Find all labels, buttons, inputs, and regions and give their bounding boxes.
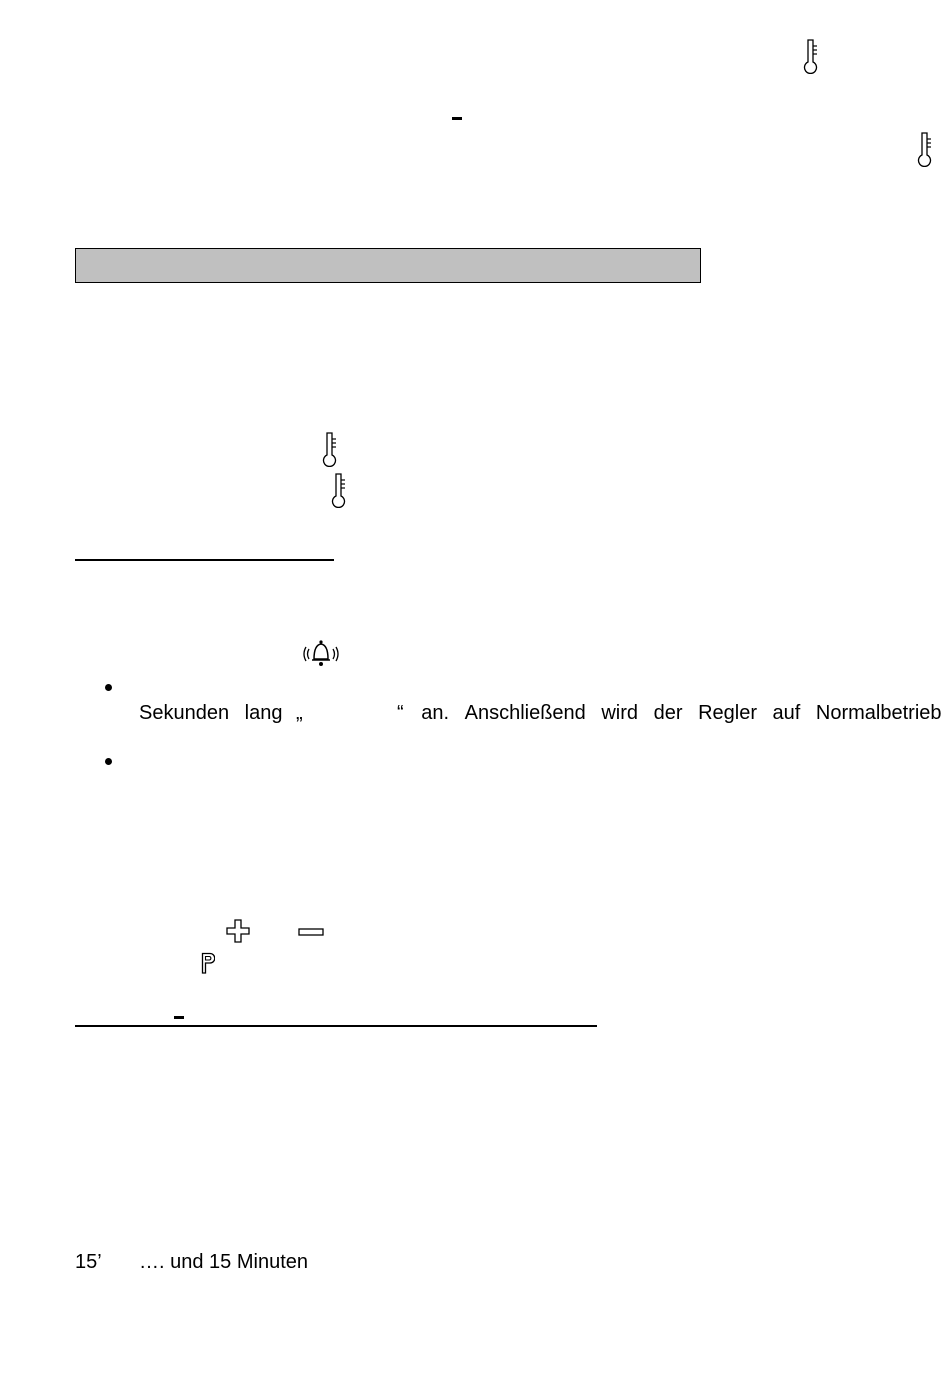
word: lang [244,702,283,724]
word: wird [601,702,639,724]
minus-key-icon [298,928,324,936]
bullet-point [105,758,112,765]
alarm-bell-icon [302,637,340,669]
word: an. [421,702,450,724]
word: auf [772,702,801,724]
word: der [653,702,683,724]
close-quote: “ [397,702,404,724]
word: Sekunden [139,702,230,724]
minus-sign [452,117,462,120]
minus-sign [174,1016,184,1019]
bullet-point [105,684,112,691]
subheading-underline [75,1025,597,1027]
plus-key-icon [226,919,250,943]
subheading-underline [75,559,334,561]
word: Regler [698,702,757,724]
time-description: …. und 15 Minuten [139,1251,308,1273]
word: Normalbetrieb [815,702,942,724]
thermometer-icon [803,38,819,74]
thermometer-icon [331,472,347,508]
thermometer-icon [322,431,338,467]
open-quote: „ [296,702,303,724]
p-key-icon [201,952,215,974]
bullet-1-line-2 [139,701,303,725]
time-code: 15’ [75,1251,102,1273]
thermometer-icon [917,131,933,167]
word: Anschließend [464,702,586,724]
bullet-1-line-2-tail [397,701,942,725]
section-heading-bar [75,248,701,283]
